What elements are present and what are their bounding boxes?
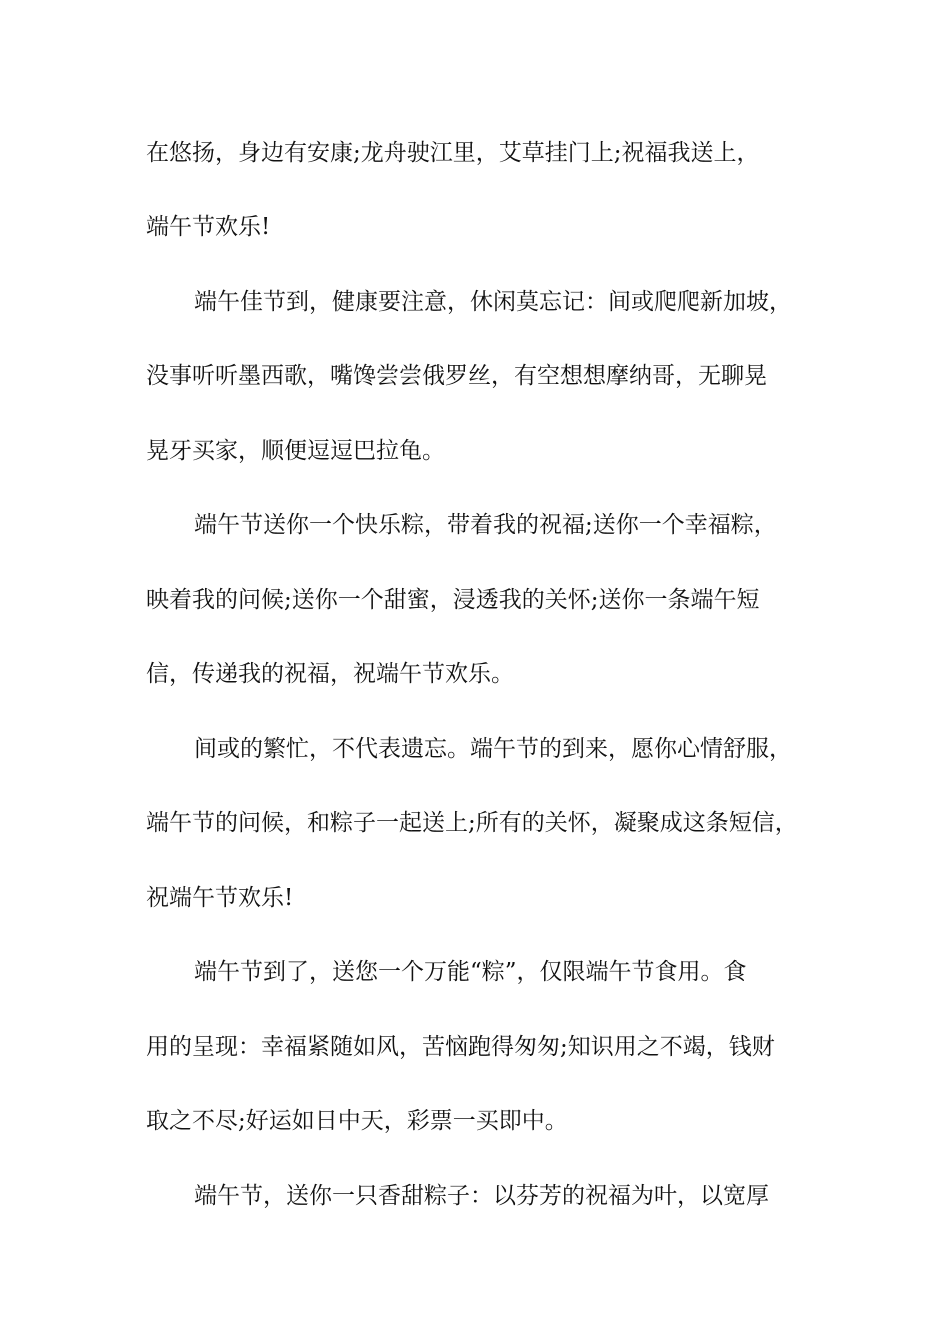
paragraph-3-line-3: 信，传递我的祝福，祝端午节欢乐。 xyxy=(146,661,514,687)
paragraph-4-line-2: 端午节的问候，和粽子一起送上;所有的关怀，凝聚成这条短信， xyxy=(146,810,798,836)
paragraph-1-line-2: 端午节欢乐! xyxy=(146,214,271,240)
paragraph-5-line-3: 取之不尽;好运如日中天，彩票一买即中。 xyxy=(146,1108,568,1134)
paragraph-5-line-1: 端午节到了，送您一个万能“粽”，仅限端午节食用。食 xyxy=(194,959,747,985)
paragraph-4-line-1: 间或的繁忙，不代表遗忘。端午节的到来，愿你心情舒服， xyxy=(194,736,792,762)
paragraph-4-line-3: 祝端午节欢乐! xyxy=(146,885,294,911)
paragraph-2-line-2: 没事听听墨西歌，嘴馋尝尝俄罗丝，有空想想摩纳哥，无聊晃 xyxy=(146,363,767,389)
paragraph-6-line-1: 端午节，送你一只香甜粽子：以芬芳的祝福为叶，以宽厚 xyxy=(194,1183,769,1209)
paragraph-2-line-1: 端午佳节到，健康要注意，休闲莫忘记：间或爬爬新加坡， xyxy=(194,289,792,315)
paragraph-3-line-1: 端午节送你一个快乐粽，带着我的祝福;送你一个幸福粽， xyxy=(194,512,777,538)
paragraph-3-line-2: 映着我的问候;送你一个甜蜜，浸透我的关怀;送你一条端午短 xyxy=(146,587,760,613)
paragraph-2-line-3: 晃牙买家，顺便逗逗巴拉龟。 xyxy=(146,438,445,464)
paragraph-5-line-2: 用的呈现：幸福紧随如风，苦恼跑得匆匆;知识用之不竭，钱财 xyxy=(146,1034,775,1060)
paragraph-1-line-1: 在悠扬，身边有安康;龙舟驶江里，艾草挂门上;祝福我送上， xyxy=(146,140,760,166)
